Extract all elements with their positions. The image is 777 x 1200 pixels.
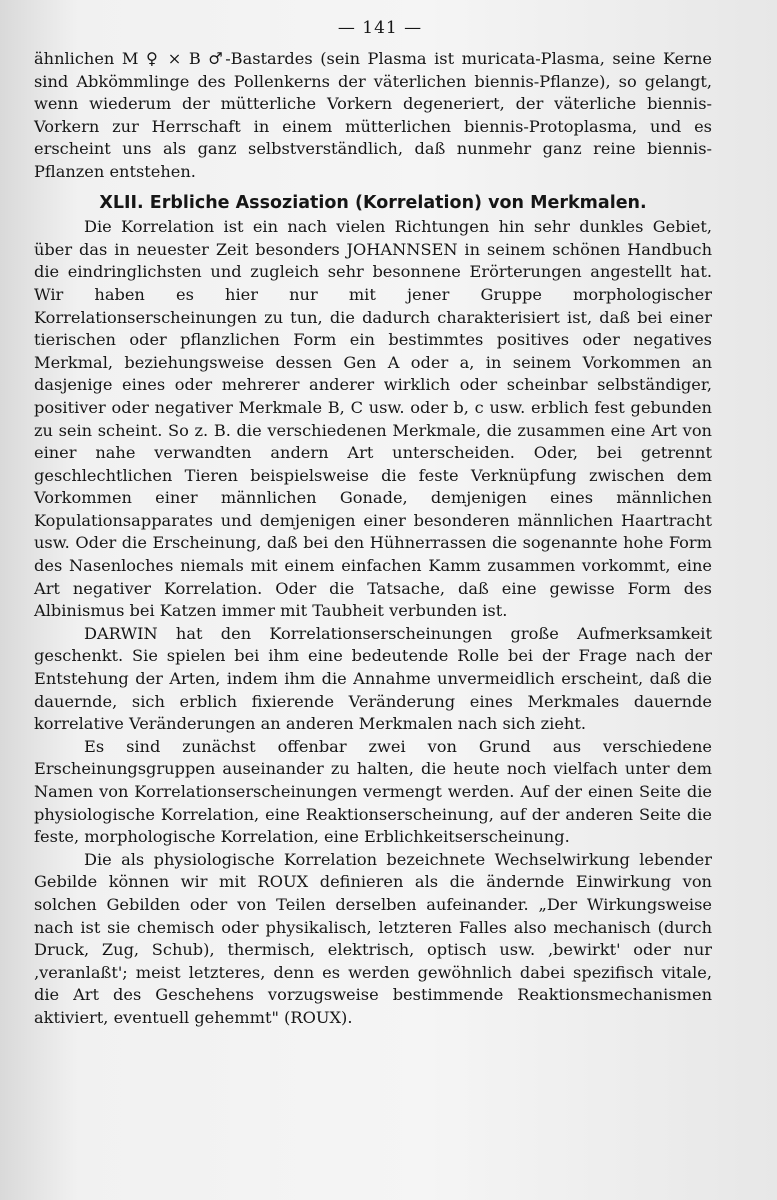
page-body — [34, 48, 712, 1030]
section-heading: XLII. Erbliche Assoziation (Korrelation) von Merkmalen. — [99, 192, 647, 213]
paragraph-darwin: DARWIN hat den Korrelationserscheinungen große Aufmerksamkeit geschenkt. Sie spielen bei ihm eine bedeutende Rolle bei der Frage nach der Entstehung der Arten, indem ihm die Annahme unvermeidlich erscheint, daß die dauernde, sich erblich fixierende Veränderung eines Merkmales dauernde korrelative Veränderungen an anderen Merkmalen nach sich zieht. — [34, 623, 712, 734]
paragraph-correlation-intro: Die Korrelation ist ein nach vielen Richtungen hin sehr dunkles Gebiet, über das in neuester Zeit besonders JOHANNSEN in seinem schönen Handbuch die eindringlichsten und zugleich sehr besonnene Erörterungen angestellt hat. Wir haben es hier nur mit jener Gruppe morphologischer Korrelationserscheinungen zu tun, die dadurch charakterisiert ist, daß bei einer tierischen oder pflanzlichen Form ein bestimmtes positives oder negatives Merkmal, beziehungsweise dessen Gen A oder a, in seinem Vorkommen an dasjenige eines oder mehrerer anderer wirklich oder scheinbar selbständiger, positiver oder negativer Merkmale B, C usw. oder b, c usw. erblich fest gebunden zu sein scheint. So z. B. die verschiedenen Merkmale, die zusammen eine Art von einer nahe verwandten andern Art unterscheiden. Oder, bei getrennt geschlechtlichen Tieren beispielsweise die feste Verknüpfung zwischen dem Vorkommen einer männlichen Gonade, demjenigen eines männlichen Kopulationsapparates und demjenigen einer besonderen männlichen Haartracht usw. Oder die Erscheinung, daß bei den Hühnerrassen die sogenannte hohe Form des Nasenloches niemals mit einem einfachen Kamm zusammen vorkommt, eine Art negativer Korrelation. Oder die Tatsache, daß eine gewisse Form des Albinismus bei Katzen immer mit Taubheit verbunden ist. — [34, 217, 712, 621]
paragraph-physiological-correlation: Die als physiologische Korrelation bezeichnete Wechselwirkung lebender Gebilde können wir mit ROUX definieren als die ändernde Einwirkung von solchen Gebilden oder von Teilen derselben aufeinander. „Der Wirkungsweise nach ist sie chemisch oder physikalisch, letzteren Falles also mechanisch (durch Druck, Zug, Schub), thermisch, elektrisch, optisch usw. ‚bewirkt' oder nur ‚veranlaßt'; meist letzteres, denn es werden gewöhnlich dabei spezifisch vitale, die Art des Geschehens vorzugsweise bestimmende Reaktionsmechanismen aktiviert, eventuell gehemmt" (ROUX). — [34, 849, 712, 1027]
paragraph-two-groups: Es sind zunächst offenbar zwei von Grund aus verschiedene Erscheinungsgruppen auseinander zu halten, die heute noch vielfach unter dem Namen von Korrelationserscheinungen vermengt werden. Auf der einen Seite die physiologische Korrelation, eine Reaktionserscheinung, auf der anderen Seite die feste, morphologische Korrelation, eine Erblichkeitserscheinung. — [34, 736, 712, 847]
page-number: — 141 — — [337, 18, 423, 38]
intro-paragraph: ähnlichen M ♀ × B ♂-Bastardes (sein Plasma ist muricata-Plasma, seine Kerne sind Abkömmlinge des Pollenkerns der väterlichen biennis-Pflanze), so gelangt, wenn wiederum der mütterliche Vorkern degeneriert, der väterliche biennis-Vorkern zur Herrschaft in einem mütterlichen biennis-Protoplasma, und es erscheint uns als ganz selbstverständlich, daß nunmehr ganz reine biennis-Pflanzen entstehen. — [34, 49, 712, 181]
